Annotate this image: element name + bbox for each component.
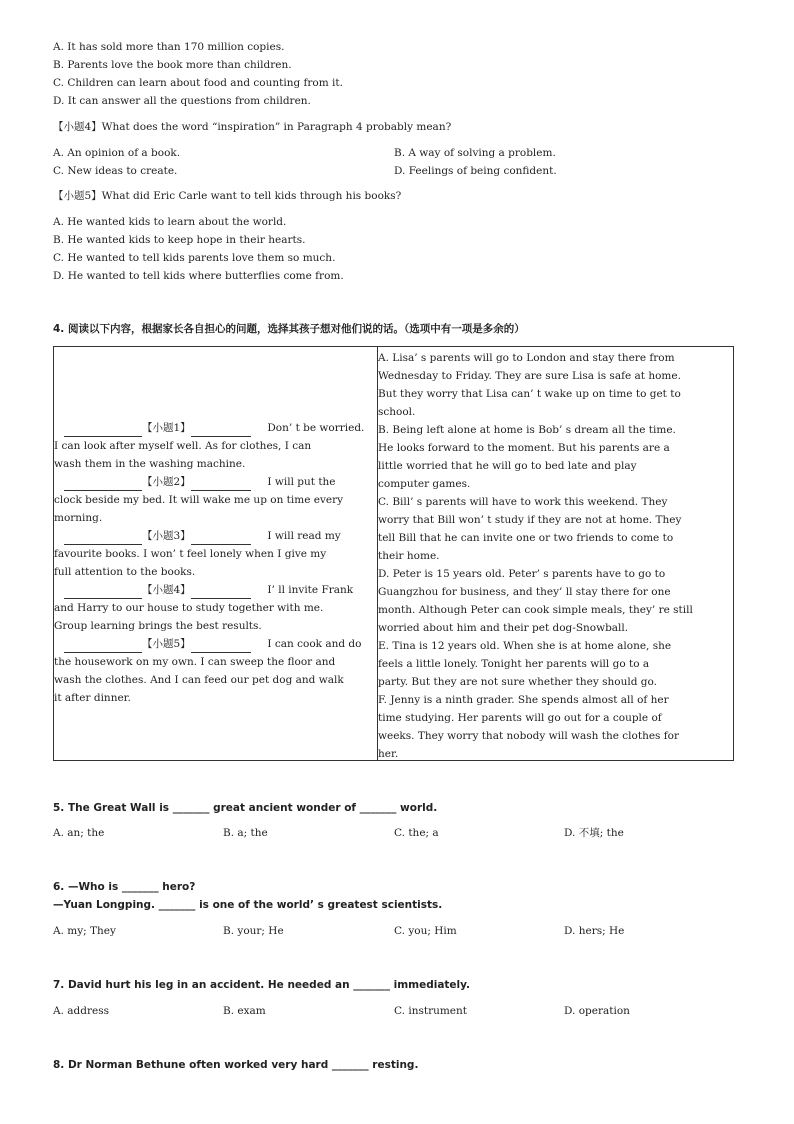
answer-3-line-2: favourite books. I won’ t feel lonely when I give my (54, 548, 327, 560)
q3-option-a: A. It has sold more than 170 million copies. (53, 41, 285, 53)
option-line: month. Although Peter can cook simple meals, they’ re still (378, 604, 693, 616)
option-line: He looks forward to the moment. But his parents are a (378, 442, 670, 454)
answer-blank-3[interactable] (64, 531, 142, 545)
section-4-title: 4. 阅读以下内容，根据家长各自担心的问题，选择其孩子想对他们说的话。（选项中有一项是多余的） (53, 323, 525, 335)
answer-5-line-2: the housework on my own. I can sweep the floor and (54, 656, 336, 668)
answer-1-line-2: I can look after myself well. As for clothes, I can (54, 440, 312, 452)
subquestion-5-stem: 【小题5】What did Eric Carle want to tell kids through his books? (53, 190, 402, 202)
question-6-option-a: A. my; They (53, 925, 116, 937)
subquestion-5-option-b: B. He wanted kids to keep hope in their hearts. (53, 234, 306, 246)
options-column (378, 347, 734, 763)
option-line: tell Bill that he can invite one or two friends to come to (378, 532, 674, 544)
question-6-stem-2: —Yuan Longping. _______ is one of the world’ s greatest scientists. (53, 899, 443, 911)
answer-5-line-3: wash the clothes. And I can feed our pet dog and walk (54, 674, 344, 686)
subquestion-5-option-a: A. He wanted kids to learn about the world. (53, 216, 287, 228)
option-line: Wednesday to Friday. They are sure Lisa is safe at home. (378, 370, 681, 382)
question-5-stem: 5. The Great Wall is _______ great ancient wonder of _______ world. (53, 802, 438, 814)
answer-blank-2b (191, 477, 251, 491)
answer-1: 【小题1】 Don’ t be worried. (54, 419, 376, 437)
answer-4-line-2: and Harry to our house to study together with me. (54, 602, 324, 614)
option-line: party. But they are not sure whether they should go. (378, 676, 657, 688)
subquestion-4-option-d: D. Feelings of being confident. (394, 165, 557, 177)
option-line: feels a little lonely. Tonight her parents will go to a (378, 658, 650, 670)
question-6-option-b: B. your; He (223, 925, 284, 937)
option-line: D. Peter is 15 years old. Peter’ s parents have to go to (378, 568, 666, 580)
option-line: E. Tina is 12 years old. When she is at home alone, she (378, 640, 672, 652)
matching-table (53, 346, 734, 761)
answer-2: 【小题2】 I will put the (54, 473, 376, 491)
option-line: F. Jenny is a ninth grader. She spends almost all of her (378, 694, 669, 706)
question-5-option-d: D. 不填; the (564, 827, 624, 839)
option-line: Guangzhou for business, and they’ ll stay there for one (378, 586, 671, 598)
subquestion-5-option-c: C. He wanted to tell kids parents love them so much. (53, 252, 336, 264)
subquestion-4-stem: 【小题4】What does the word “inspiration” in Paragraph 4 probably mean? (53, 121, 452, 133)
option-line: B. Being left alone at home is Bob’ s dream all the time. (378, 424, 676, 436)
option-line: A. Lisa’ s parents will go to London and stay there from (378, 352, 675, 364)
answer-blank-4[interactable] (64, 585, 142, 599)
question-7-option-b: B. exam (223, 1005, 266, 1017)
answer-blank-5[interactable] (64, 639, 142, 653)
question-7-option-d: D. operation (564, 1005, 630, 1017)
answer-4-line-3: Group learning brings the best results. (54, 620, 262, 632)
answer-blank-3b (191, 531, 251, 545)
question-5-option-b: B. a; the (223, 827, 268, 839)
answer-5: 【小题5】 I can cook and do (54, 635, 376, 653)
question-7-option-c: C. instrument (394, 1005, 467, 1017)
answer-blank-1[interactable] (64, 423, 142, 437)
q3-option-c: C. Children can learn about food and counting from it. (53, 77, 343, 89)
option-line: C. Bill’ s parents will have to work this weekend. They (378, 496, 668, 508)
answer-2-line-3: morning. (54, 512, 103, 524)
option-line: worried about him and their pet dog-Snowball. (378, 622, 629, 634)
answer-5-line-4: it after dinner. (54, 692, 131, 704)
option-line: little worried that he will go to bed late and play (378, 460, 637, 472)
answer-4: 【小题4】 I’ ll invite Frank (54, 581, 376, 599)
question-7-stem: 7. David hurt his leg in an accident. He needed an _______ immediately. (53, 979, 471, 991)
option-line: time studying. Her parents will go out for a couple of (378, 712, 662, 724)
answer-blank-4b (191, 585, 251, 599)
subquestion-4-option-a: A. An opinion of a book. (53, 147, 181, 159)
subquestion-5-option-d: D. He wanted to tell kids where butterflies come from. (53, 270, 344, 282)
question-5-option-a: A. an; the (53, 827, 105, 839)
answer-blank-5b (191, 639, 251, 653)
question-6-option-c: C. you; Him (394, 925, 457, 937)
answers-column (54, 347, 376, 707)
option-line: her. (378, 748, 399, 760)
option-line: their home. (378, 550, 440, 562)
answer-3: 【小题3】 I will read my (54, 527, 376, 545)
question-6-stem-1: 6. —Who is _______ hero? (53, 881, 196, 893)
answer-2-line-2: clock beside my bed. It will wake me up on time every (54, 494, 344, 506)
option-line: school. (378, 406, 416, 418)
answer-blank-2[interactable] (64, 477, 142, 491)
q3-option-d: D. It can answer all the questions from children. (53, 95, 311, 107)
answer-blank-1b (191, 423, 251, 437)
answer-3-line-3: full attention to the books. (54, 566, 196, 578)
subquestion-4-option-b: B. A way of solving a problem. (394, 147, 556, 159)
answer-1-line-3: wash them in the washing machine. (54, 458, 246, 470)
question-8-stem: 8. Dr Norman Bethune often worked very hard _______ resting. (53, 1059, 419, 1071)
subquestion-4-option-c: C. New ideas to create. (53, 165, 178, 177)
option-line: But they worry that Lisa can’ t wake up on time to get to (378, 388, 681, 400)
option-line: weeks. They worry that nobody will wash the clothes for (378, 730, 680, 742)
option-line: computer games. (378, 478, 471, 490)
option-line: worry that Bill won’ t study if they are not at home. They (378, 514, 682, 526)
question-5-option-c: C. the; a (394, 827, 439, 839)
question-6-option-d: D. hers; He (564, 925, 625, 937)
question-7-option-a: A. address (53, 1005, 109, 1017)
q3-option-b: B. Parents love the book more than children. (53, 59, 292, 71)
